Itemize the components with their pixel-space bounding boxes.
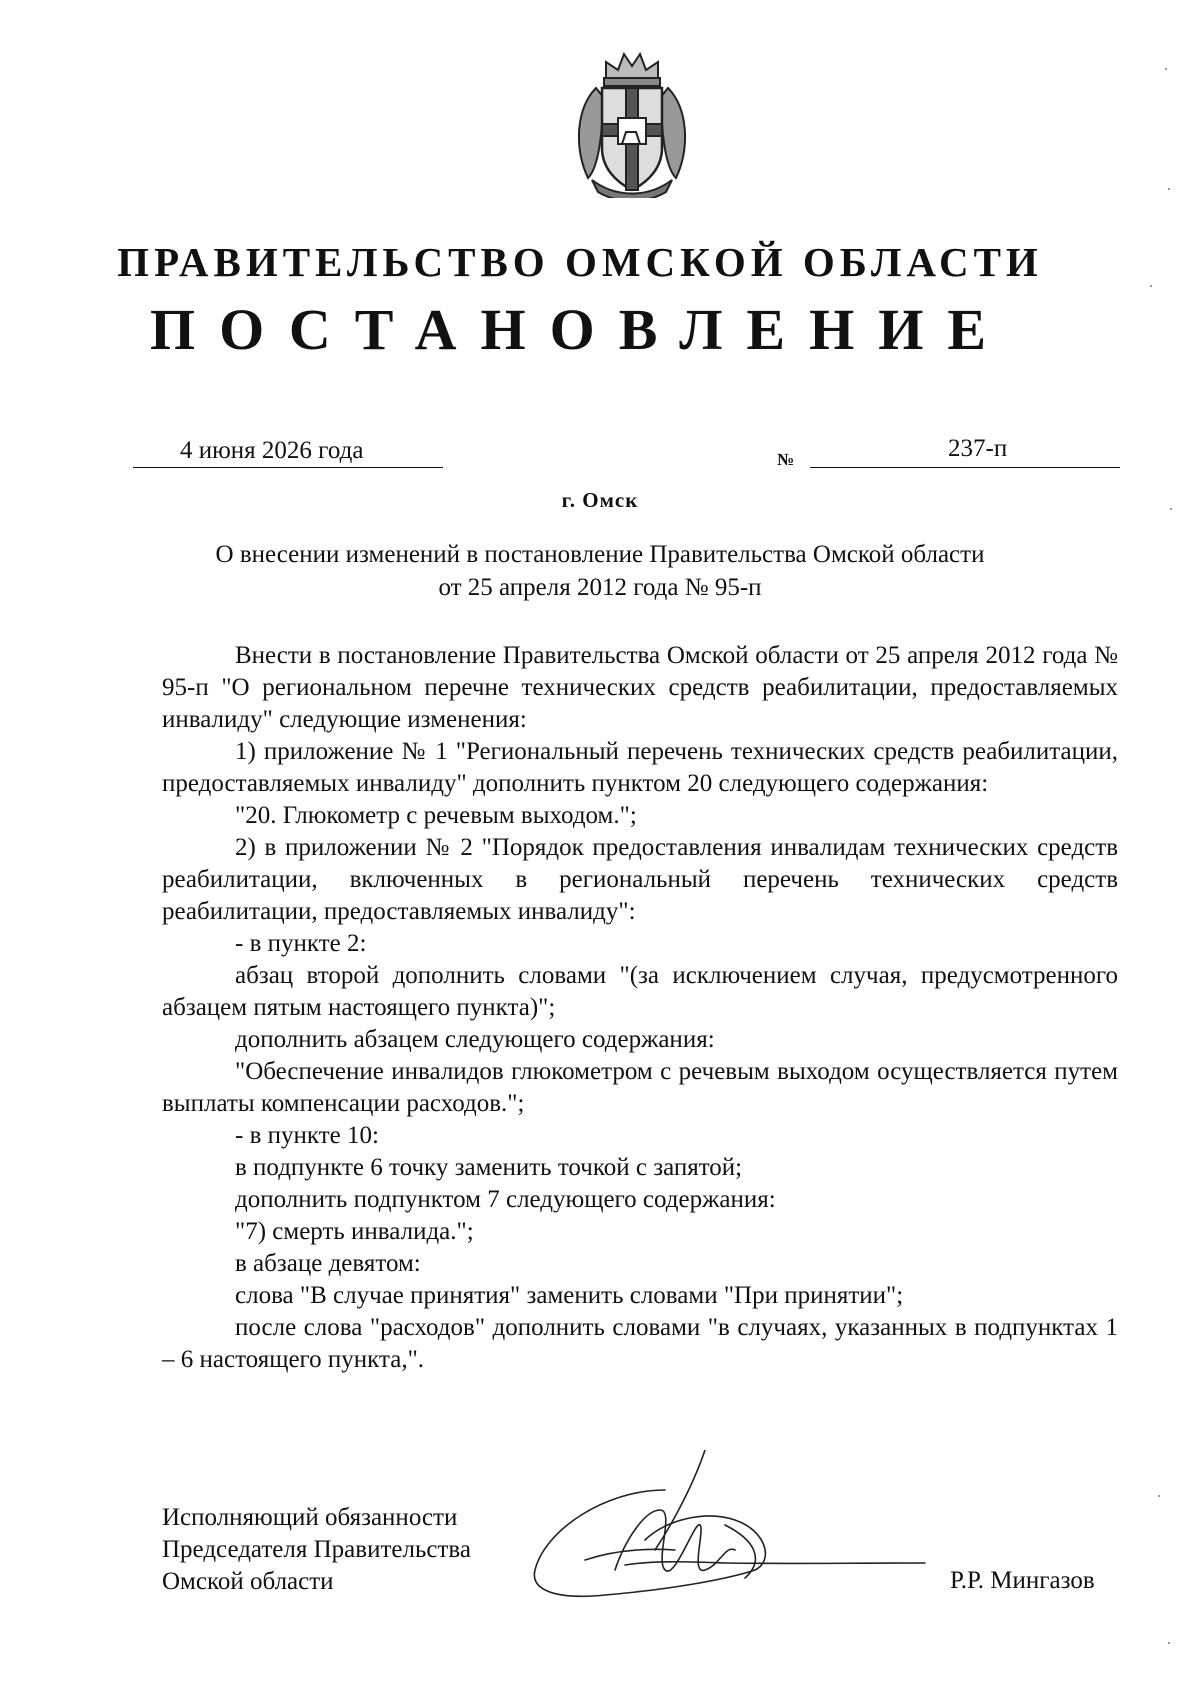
body-paragraph: Внести в постановление Правительства Омской области от 25 апреля 2012 года № 95-п "О региональном перечне технических средств реабилитации, предоставляемых инвалиду" следующие изменения:	[162, 642, 1118, 733]
signer-name: Р.Р. Мингазов	[950, 1567, 1095, 1594]
document-type-title: ПОСТАНОВЛЕНИЕ	[149, 297, 1011, 362]
document-date: 4 июня 2026 года	[180, 437, 364, 464]
scan-speck	[1165, 68, 1167, 70]
body-paragraph: абзац второй дополнить словами "(за исключением случая, предусмотренного абзацем пятым настоящего пункта)";	[162, 962, 1118, 1021]
scan-speck	[1168, 1642, 1170, 1644]
body-paragraph: "Обеспечение инвалидов глюкометром с речевым выходом осуществляется путем выплаты компенсации расходов.";	[162, 1058, 1118, 1117]
scan-speck	[1150, 285, 1152, 287]
document-body	[162, 640, 1118, 1376]
body-paragraph: после слова "расходов" дополнить словами "в случаях, указанных в подпунктах 1 – 6 настоящего пункта,".	[162, 1314, 1118, 1373]
document-subject	[140, 538, 1060, 604]
body-paragraph: "20. Глюкометр с речевым выходом.";	[235, 802, 637, 829]
body-paragraph: в подпункте 6 точку заменить точкой с запятой;	[235, 1154, 743, 1181]
body-paragraph: в абзаце девятом:	[235, 1250, 421, 1277]
body-paragraph: - в пункте 2:	[235, 930, 367, 957]
city-label: г. Омск	[561, 488, 639, 512]
body-paragraph: 2) в приложении № 2 "Порядок предоставления инвалидам технических средств реабилитации, включенных в региональный перечень технических средств реабилитации, предоставляемых инвалиду":	[162, 834, 1118, 925]
subject-line: О внесении изменений в постановление Правительства Омской области	[215, 541, 985, 568]
handwritten-signature	[525, 1450, 945, 1610]
body-paragraph: слова "В случае принятия" заменить словами "При принятии";	[235, 1282, 904, 1309]
body-paragraph: дополнить подпунктом 7 следующего содержания:	[235, 1186, 776, 1213]
signatory-position	[162, 1502, 471, 1598]
body-paragraph: "7) смерть инвалида.";	[235, 1218, 474, 1245]
body-paragraph: - в пункте 10:	[235, 1122, 379, 1149]
body-paragraph: дополнить абзацем следующего содержания:	[235, 1026, 715, 1053]
position-line: Председателя Правительства	[162, 1536, 471, 1563]
body-paragraph: 1) приложение № 1 "Региональный перечень технических средств реабилитации, предоставляемых инвалиду" дополнить пунктом 20 следующего содержания:	[162, 738, 1118, 797]
subject-line: от 25 апреля 2012 года № 95-п	[438, 574, 762, 601]
scan-speck	[1170, 508, 1172, 510]
scan-speck	[1168, 188, 1170, 190]
coat-of-arms-icon	[566, 48, 698, 198]
position-line: Исполняющий обязанности	[162, 1504, 458, 1531]
document-number: 237-п	[948, 435, 1008, 462]
government-title: ПРАВИТЕЛЬСТВО ОМСКОЙ ОБЛАСТИ	[117, 239, 1043, 285]
position-line: Омской области	[162, 1568, 334, 1595]
scan-speck	[1158, 1495, 1160, 1497]
number-sign: №	[777, 450, 795, 469]
